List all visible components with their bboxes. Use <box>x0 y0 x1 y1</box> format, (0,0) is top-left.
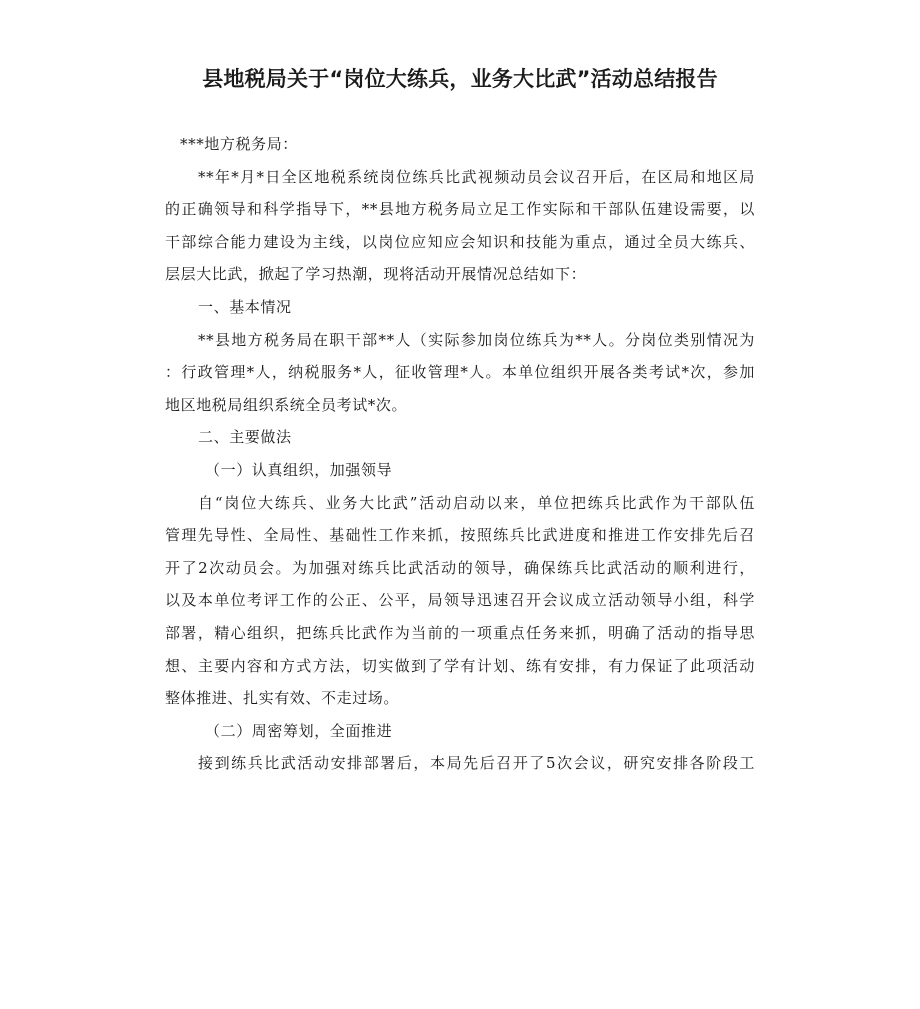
paragraph-line: 管理先导性、全局性、基础性工作来抓，按照练兵比武进度和推进工作安排先后召 <box>165 526 755 545</box>
paragraph-line: 以及本单位考评工作的公正、公平，局领导迅速召开会议成立活动领导小组，科学 <box>165 591 755 610</box>
paragraph-line: ：行政管理*人，纳税服务*人，征收管理*人。本单位组织开展各类考试*次，参加 <box>165 363 755 382</box>
paragraph-line: 开了2次动员会。为加强对练兵比武活动的领导，确保练兵比武活动的顺利进行， <box>165 558 755 577</box>
paragraph-line: **年*月*日全区地税系统岗位练兵比武视频动员会议召开后，在区局和地区局 <box>198 167 755 186</box>
paragraph-line: **县地方税务局在职干部**人（实际参加岗位练兵为**人。分岗位类别情况为 <box>198 330 755 349</box>
document-body <box>165 128 755 780</box>
section-heading-basic: 一、基本情况 <box>198 297 292 316</box>
subsection-heading-planning: （二）周密筹划，全面推进 <box>205 721 393 740</box>
paragraph-line: 想、主要内容和方式方法，切实做到了学有计划、练有安排，有力保证了此项活动 <box>165 656 755 675</box>
paragraph-line: 层层大比武，掀起了学习热潮，现将活动开展情况总结如下： <box>165 265 587 284</box>
paragraph-line: 部署，精心组织，把练兵比武作为当前的一项重点任务来抓，明确了活动的指导思 <box>165 623 755 642</box>
paragraph-line: 地区地税局组织系统全员考试*次。 <box>165 395 408 414</box>
subsection-heading-organize: （一）认真组织，加强领导 <box>205 460 393 479</box>
paragraph-line: 的正确领导和科学指导下，**县地方税务局立足工作实际和干部队伍建设需要，以 <box>165 200 755 219</box>
section-heading-methods: 二、主要做法 <box>198 428 292 447</box>
salutation: ***地方税务局： <box>180 135 298 153</box>
paragraph-line: 干部综合能力建设为主线，以岗位应知应会知识和技能为重点，通过全员大练兵、 <box>165 232 755 251</box>
paragraph-line: 接到练兵比武活动安排部署后，本局先后召开了5次会议，研究安排各阶段工 <box>198 754 755 773</box>
paragraph-line: 自“岗位大练兵、业务大比武”活动启动以来，单位把练兵比武作为干部队伍 <box>198 493 755 512</box>
document-title: 县地税局关于“岗位大练兵，业务大比武”活动总结报告 <box>202 67 718 91</box>
paragraph-line: 整体推进、扎实有效、不走过场。 <box>165 689 400 708</box>
